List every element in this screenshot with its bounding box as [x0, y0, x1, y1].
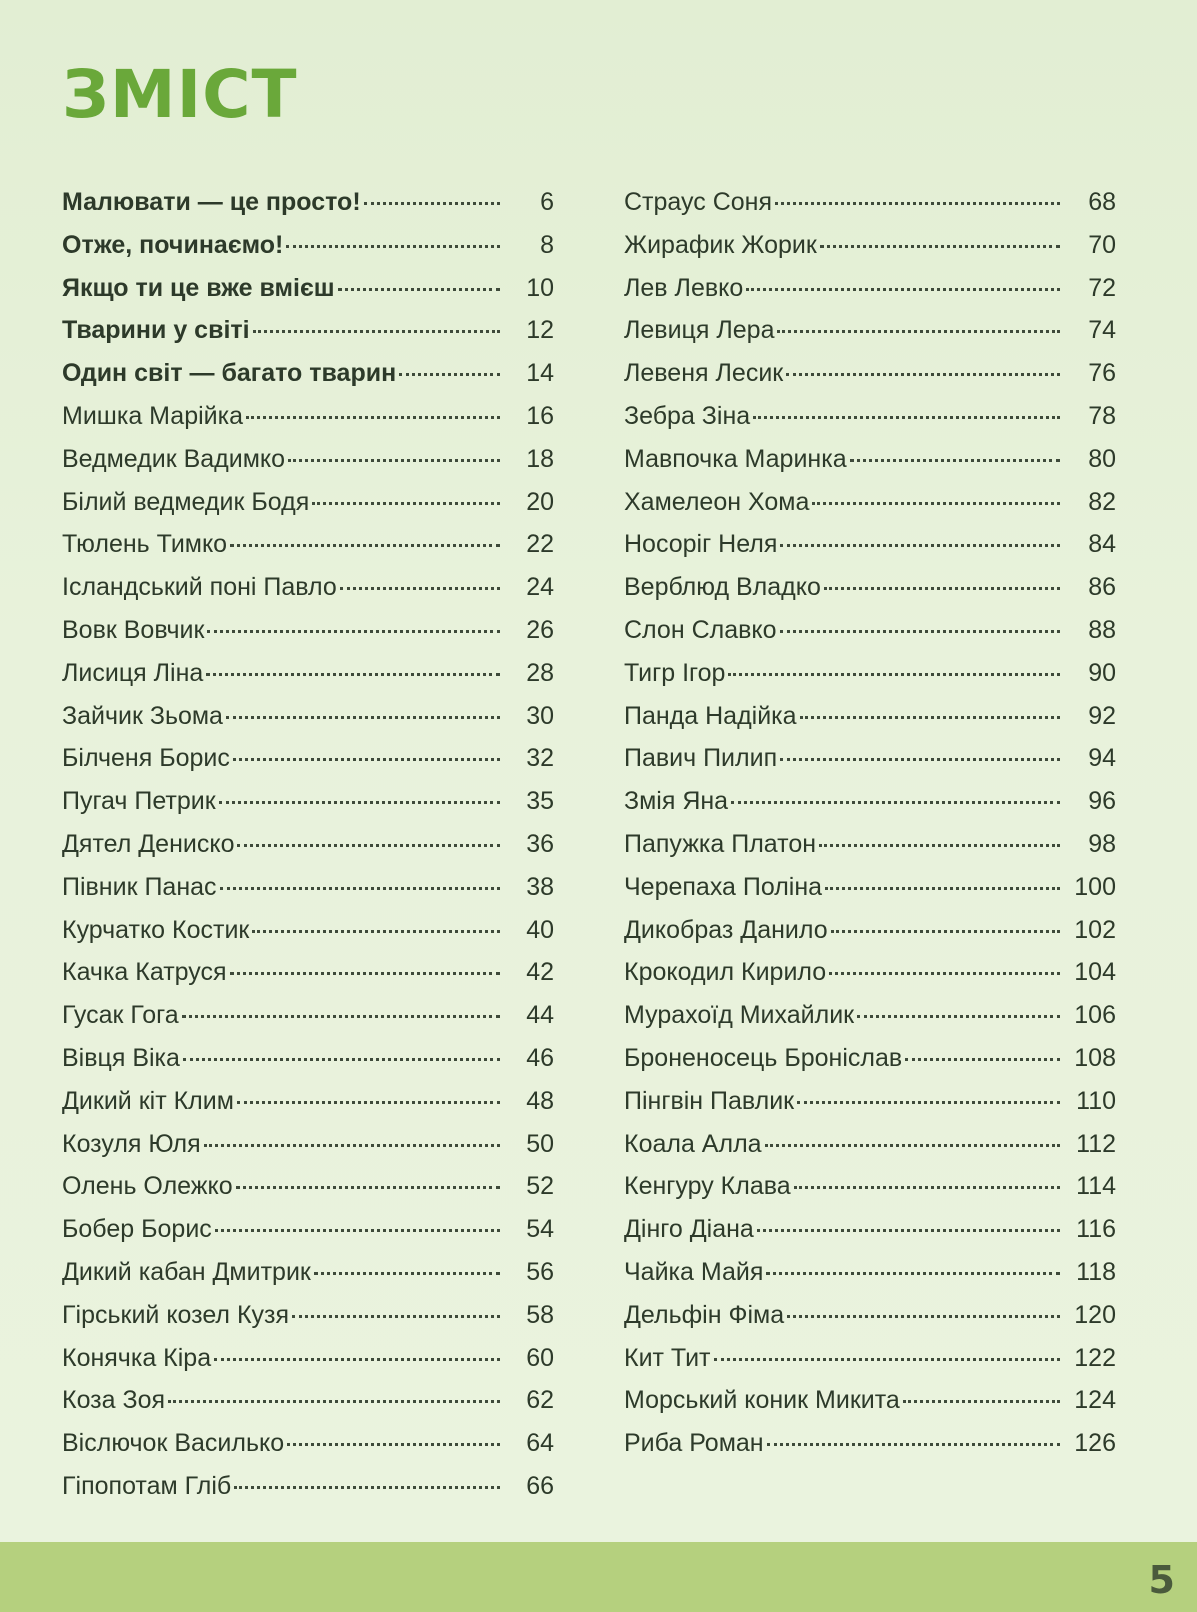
toc-entry-page: 16 [526, 401, 554, 430]
toc-entry-title: Дикий кабан Дмитрик [62, 1257, 311, 1286]
toc-entry-page: 62 [526, 1386, 554, 1415]
toc-entry-title: Мурахоїд Михайлик [624, 1001, 855, 1030]
toc-entry [624, 573, 1116, 616]
toc-entry-title: Тюлень Тимко [62, 530, 228, 559]
toc-entry-page: 80 [1088, 444, 1116, 473]
toc-entry-title: Гіпопотам Гліб [62, 1471, 232, 1500]
toc-entry-title: Козуля Юля [62, 1129, 201, 1158]
dot-leader [753, 415, 1060, 419]
toc-entry-page: 126 [1074, 1429, 1116, 1458]
toc-entry-title: Дикобраз Данило [624, 915, 828, 944]
toc-entry [62, 359, 554, 402]
toc-entry-page: 114 [1076, 1172, 1116, 1201]
toc-entry-title: Кенгуру Клава [624, 1172, 791, 1201]
toc-entry [62, 573, 554, 616]
dot-leader [780, 629, 1060, 633]
dot-leader [777, 329, 1060, 333]
toc-entry-page: 122 [1074, 1343, 1116, 1372]
toc-entry-title: Гусак Гога [62, 1001, 179, 1030]
toc-entry-title: Носоріг Неля [624, 530, 778, 559]
toc-entry [62, 659, 554, 702]
toc-entry [624, 530, 1116, 573]
toc-entry-title: Змія Яна [624, 787, 729, 816]
toc-entry [62, 616, 554, 659]
dot-leader [292, 1314, 500, 1318]
dot-leader [234, 1485, 500, 1489]
dot-leader [364, 201, 500, 205]
dot-leader [252, 929, 500, 933]
toc-entry-page: 102 [1074, 915, 1116, 944]
toc-entry [62, 488, 554, 531]
toc-entry-title: Білий ведмедик Бодя [62, 487, 310, 516]
toc-entry-title: Бобер Борис [62, 1215, 212, 1244]
toc-column-left [62, 188, 554, 1515]
toc-entry [624, 830, 1116, 873]
toc-entry-page: 110 [1076, 1086, 1116, 1115]
toc-entry-page: 100 [1074, 872, 1116, 901]
toc-entry-title: Хамелеон Хома [624, 487, 810, 516]
toc-entry-page: 38 [526, 872, 554, 901]
toc-entry-page: 52 [526, 1172, 554, 1201]
toc-entry-title: Пугач Петрик [62, 787, 216, 816]
toc-entry [624, 231, 1116, 274]
toc-entry-title: Слон Славко [624, 615, 777, 644]
toc-entry [624, 1001, 1116, 1044]
toc-entry-title: Броненосець Броніслав [624, 1043, 903, 1072]
dot-leader [905, 1057, 1060, 1061]
toc-entry-page: 35 [526, 787, 554, 816]
toc-entry [624, 787, 1116, 830]
toc-entry [624, 1087, 1116, 1130]
dot-leader [767, 1442, 1060, 1446]
dot-leader [780, 543, 1060, 547]
dot-leader [797, 1100, 1060, 1104]
dot-leader [766, 1271, 1060, 1275]
toc-entry [62, 1130, 554, 1173]
toc-entry-title: Страус Соня [624, 188, 772, 216]
dot-leader [775, 201, 1060, 205]
toc-entry-page: 108 [1074, 1043, 1116, 1072]
dot-leader [233, 757, 500, 761]
dot-leader [812, 501, 1060, 505]
toc-entry-page: 64 [526, 1429, 554, 1458]
toc-entry-page: 50 [526, 1129, 554, 1158]
dot-leader [237, 1100, 500, 1104]
toc-entry [62, 830, 554, 873]
toc-entry-page: 40 [526, 915, 554, 944]
toc-entry-page: 6 [540, 188, 554, 216]
toc-entry [624, 916, 1116, 959]
toc-entry [624, 316, 1116, 359]
toc-entry-title: Якщо ти це вже вмієш [62, 273, 335, 302]
toc-entry-page: 68 [1088, 188, 1116, 216]
toc-entry-page: 94 [1088, 744, 1116, 773]
dot-leader [219, 800, 500, 804]
toc-entry-title: Коза Зоя [62, 1386, 166, 1415]
toc-entry-title: Тварини у світі [62, 316, 250, 345]
dot-leader [746, 287, 1060, 291]
toc-entry [62, 402, 554, 445]
dot-leader [338, 287, 500, 291]
toc-entry-title: Гірський козел Кузя [62, 1300, 290, 1329]
toc-entry-page: 98 [1088, 829, 1116, 858]
toc-entry-title: Олень Олежко [62, 1172, 233, 1201]
toc-entry [62, 787, 554, 830]
toc-entry [62, 702, 554, 745]
toc-entry-page: 20 [526, 487, 554, 516]
dot-leader [340, 586, 500, 590]
toc-entry-title: Дикий кіт Клим [62, 1086, 234, 1115]
toc-entry-page: 78 [1088, 401, 1116, 430]
toc-entry [624, 1344, 1116, 1387]
toc-entry-title: Дятел Дениско [62, 829, 235, 858]
toc-entry [62, 1344, 554, 1387]
toc-entry-title: Чайка Майя [624, 1257, 764, 1286]
dot-leader [314, 1271, 500, 1275]
dot-leader [825, 886, 1060, 890]
toc-entry-page: 24 [526, 573, 554, 602]
toc-entry-title: Курчатко Костик [62, 915, 250, 944]
page-title: ЗМІСТ [62, 56, 298, 133]
dot-leader [215, 1228, 500, 1232]
toc-entry-page: 22 [526, 530, 554, 559]
page-number: 5 [1148, 1558, 1175, 1602]
dot-leader [850, 458, 1060, 462]
toc-entry-page: 58 [526, 1300, 554, 1329]
toc-entry [624, 359, 1116, 402]
toc-entry-title: Мишка Марійка [62, 401, 244, 430]
toc-entry-page: 42 [526, 958, 554, 987]
dot-leader [786, 372, 1060, 376]
toc-entry [62, 1386, 554, 1429]
toc-entry [624, 659, 1116, 702]
toc-entry-title: Вівця Віка [62, 1043, 180, 1072]
toc-entry-title: Тигр Ігор [624, 658, 726, 687]
dot-leader [230, 971, 500, 975]
toc-entry [624, 1429, 1116, 1472]
toc-entry-page: 90 [1088, 658, 1116, 687]
toc-entry-page: 36 [526, 829, 554, 858]
toc-entry-title: Вовк Вовчик [62, 615, 205, 644]
dot-leader [214, 1357, 500, 1361]
dot-leader [230, 543, 500, 547]
toc-entry-title: Зайчик Зьома [62, 701, 223, 730]
toc-entry [62, 1215, 554, 1258]
dot-leader [857, 1014, 1060, 1018]
toc-entry-page: 12 [526, 316, 554, 345]
toc-entry [62, 274, 554, 317]
dot-leader [399, 372, 500, 376]
toc-entry-title: Папужка Платон [624, 829, 817, 858]
toc-entry [624, 1215, 1116, 1258]
toc-entry [62, 1258, 554, 1301]
toc-entry [62, 1301, 554, 1344]
dot-leader [288, 458, 500, 462]
toc-entry-title: Лисиця Ліна [62, 658, 204, 687]
toc-entry-page: 56 [526, 1257, 554, 1286]
toc-entry-page: 48 [526, 1086, 554, 1115]
toc-entry-page: 44 [526, 1001, 554, 1030]
dot-leader [829, 971, 1060, 975]
toc-entry [624, 402, 1116, 445]
toc-entry-page: 88 [1088, 615, 1116, 644]
toc-entry-title: Конячка Кіра [62, 1343, 212, 1372]
dot-leader [253, 329, 500, 333]
toc-entry [624, 616, 1116, 659]
toc-entry-title: Ведмедик Вадимко [62, 444, 286, 473]
toc-entry-page: 124 [1074, 1386, 1116, 1415]
toc-entry-page: 66 [526, 1471, 554, 1500]
toc-entry-page: 116 [1076, 1215, 1116, 1244]
toc-entry-title: Панда Надійка [624, 701, 797, 730]
dot-leader [246, 415, 500, 419]
toc-entry [624, 274, 1116, 317]
toc-entry [62, 958, 554, 1001]
toc-column-right [624, 188, 1116, 1472]
toc-entry-page: 112 [1076, 1129, 1116, 1158]
toc-entry [624, 873, 1116, 916]
toc-entry [624, 488, 1116, 531]
dot-leader [820, 244, 1060, 248]
toc-entry-title: Черепаха Поліна [624, 872, 823, 901]
toc-entry [624, 445, 1116, 488]
toc-entry [62, 316, 554, 359]
toc-entry-page: 60 [526, 1343, 554, 1372]
dot-leader [728, 672, 1060, 676]
toc-entry-page: 106 [1074, 1001, 1116, 1030]
toc-entry [624, 702, 1116, 745]
dot-leader [831, 929, 1060, 933]
footer-band [0, 1542, 1197, 1612]
dot-leader [794, 1185, 1060, 1189]
toc-entry [624, 1301, 1116, 1344]
dot-leader [787, 1314, 1060, 1318]
dot-leader [206, 672, 500, 676]
toc-entry-title: Верблюд Владко [624, 573, 821, 602]
dot-leader [903, 1399, 1060, 1403]
toc-entry-title: Жирафик Жорик [624, 230, 817, 259]
toc-entry-page: 86 [1088, 573, 1116, 602]
dot-leader [226, 715, 500, 719]
toc-entry-page: 118 [1076, 1257, 1116, 1286]
toc-entry [624, 1130, 1116, 1173]
toc-entry [624, 1044, 1116, 1087]
toc-entry-page: 18 [526, 444, 554, 473]
toc-entry-title: Риба Роман [624, 1429, 764, 1458]
toc-entry [62, 1472, 554, 1515]
dot-leader [824, 586, 1060, 590]
toc-entry [624, 1172, 1116, 1215]
toc-entry [62, 744, 554, 787]
toc-entry-page: 92 [1088, 701, 1116, 730]
toc-entry [624, 958, 1116, 1001]
dot-leader [204, 1143, 500, 1147]
toc-entry [62, 445, 554, 488]
toc-entry-page: 76 [1088, 359, 1116, 388]
toc-entry-page: 8 [540, 230, 554, 259]
dot-leader [220, 886, 500, 890]
toc-entry-title: Півник Панас [62, 872, 217, 901]
toc-entry-title: Ісландський поні Павло [62, 573, 337, 602]
toc-entry-page: 72 [1088, 273, 1116, 302]
dot-leader [714, 1357, 1060, 1361]
toc-entry [624, 744, 1116, 787]
dot-leader [287, 1442, 500, 1446]
toc-entry-page: 82 [1088, 487, 1116, 516]
toc-entry [624, 188, 1116, 231]
dot-leader [236, 1185, 500, 1189]
dot-leader [312, 501, 500, 505]
toc-entry-title: Віслючок Василько [62, 1429, 285, 1458]
toc-entry-title: Левиця Лера [624, 316, 775, 345]
toc-entry-title: Левеня Лесик [624, 359, 784, 388]
toc-entry-page: 70 [1088, 230, 1116, 259]
toc-entry [624, 1386, 1116, 1429]
toc-entry-title: Білченя Борис [62, 744, 230, 773]
toc-entry-page: 32 [526, 744, 554, 773]
toc-entry-title: Павич Пилип [624, 744, 778, 773]
dot-leader [819, 843, 1060, 847]
dot-leader [286, 244, 500, 248]
toc-entry-page: 74 [1088, 316, 1116, 345]
toc-entry-title: Малювати — це просто! [62, 188, 361, 216]
toc-entry-page: 84 [1088, 530, 1116, 559]
toc-entry-page: 54 [526, 1215, 554, 1244]
toc-entry-page: 30 [526, 701, 554, 730]
toc-entry [62, 231, 554, 274]
toc-entry [62, 1001, 554, 1044]
dot-leader [765, 1143, 1060, 1147]
dot-leader [800, 715, 1060, 719]
toc-entry-page: 14 [526, 359, 554, 388]
dot-leader [780, 757, 1060, 761]
dot-leader [183, 1057, 500, 1061]
dot-leader [168, 1399, 500, 1403]
toc-entry-page: 10 [526, 273, 554, 302]
toc-entry [62, 1044, 554, 1087]
toc-entry-title: Морський коник Микита [624, 1386, 900, 1415]
toc-entry-page: 104 [1074, 958, 1116, 987]
toc-entry-page: 28 [526, 658, 554, 687]
toc-entry [624, 1258, 1116, 1301]
toc-entry-title: Мавпочка Маринка [624, 444, 847, 473]
toc-entry-title: Дінго Діана [624, 1215, 754, 1244]
toc-entry [62, 1087, 554, 1130]
toc-entry [62, 188, 554, 231]
toc-entry-title: Пінгвін Павлик [624, 1086, 795, 1115]
toc-entry-title: Дельфін Фіма [624, 1300, 785, 1329]
toc-entry-title: Крокодил Кирило [624, 958, 827, 987]
toc-entry-title: Один світ — багато тварин [62, 359, 397, 388]
toc-entry [62, 916, 554, 959]
toc-entry-title: Зебра Зіна [624, 401, 751, 430]
toc-entry-title: Лев Левко [624, 273, 744, 302]
toc-entry-title: Качка Катруся [62, 958, 227, 987]
toc-entry-page: 26 [526, 615, 554, 644]
toc-entry [62, 873, 554, 916]
toc-entry-page: 120 [1074, 1300, 1116, 1329]
toc-entry [62, 1429, 554, 1472]
dot-leader [757, 1228, 1060, 1232]
dot-leader [731, 800, 1060, 804]
toc-entry-page: 96 [1088, 787, 1116, 816]
toc-entry [62, 530, 554, 573]
toc-entry-title: Отже, починаємо! [62, 230, 284, 259]
toc-entry-title: Кит Тит [624, 1343, 711, 1372]
toc-entry-title: Коала Алла [624, 1129, 762, 1158]
toc-entry-page: 46 [526, 1043, 554, 1072]
dot-leader [207, 629, 500, 633]
dot-leader [237, 843, 500, 847]
toc-entry [62, 1172, 554, 1215]
dot-leader [182, 1014, 500, 1018]
